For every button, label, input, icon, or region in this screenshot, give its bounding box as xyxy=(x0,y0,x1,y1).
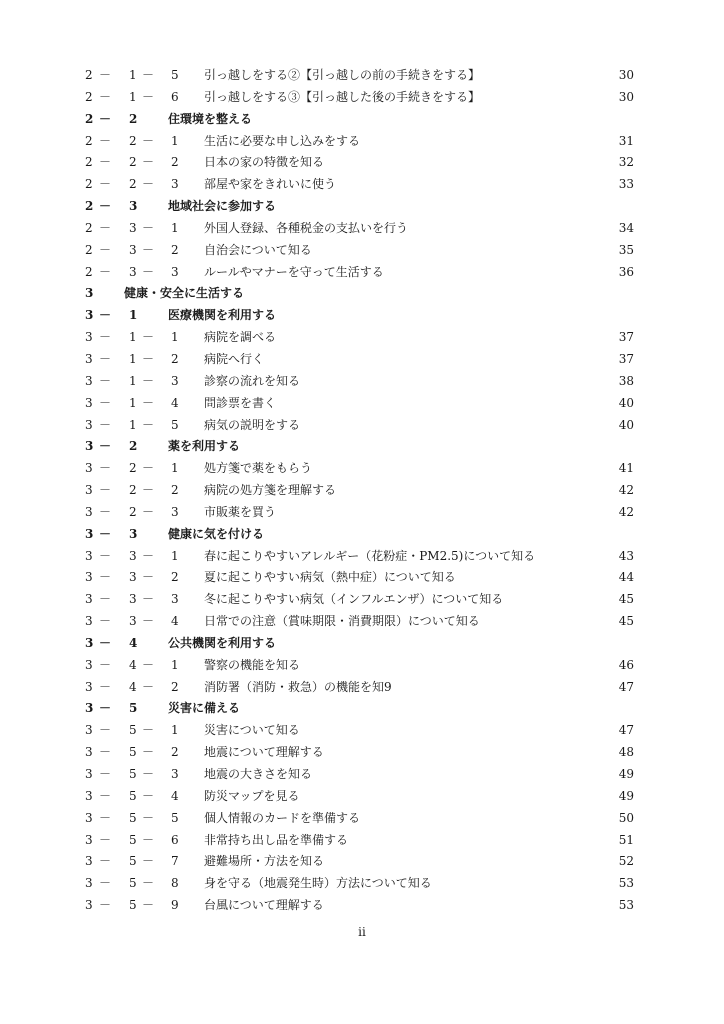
chapter-number: 3 xyxy=(85,308,94,323)
chapter-number: 2 xyxy=(85,220,93,235)
subsection-number: 3 xyxy=(171,264,179,279)
toc-entry[interactable] xyxy=(0,808,724,830)
entry-title: 避難場所・方法を知る xyxy=(204,854,325,869)
separator: － xyxy=(99,810,112,825)
subsection-number: 5 xyxy=(171,417,179,432)
toc-section-heading[interactable] xyxy=(0,436,724,458)
page-ref: 30 xyxy=(618,68,634,82)
subsection-number: 2 xyxy=(171,570,179,585)
entry-title: 冬に起こりやすい病気（インフルエンザ）について知る xyxy=(204,592,504,607)
separator: － xyxy=(142,351,155,366)
entry-title: 薬を利用する xyxy=(168,439,241,454)
section-number: 3 xyxy=(129,526,138,541)
entry-title: 病院を調べる xyxy=(204,330,277,345)
chapter-number: 3 xyxy=(85,330,93,345)
subsection-number: 4 xyxy=(171,614,179,629)
chapter-number: 2 xyxy=(85,133,93,148)
page-ref: 46 xyxy=(618,657,634,672)
entry-title: 地震について理解する xyxy=(204,745,324,760)
page-ref: 48 xyxy=(618,745,634,760)
chapter-number: 3 xyxy=(85,614,93,629)
entry-title: 日常での注意（賞味期限・消費期限）について知る xyxy=(204,614,480,629)
page-ref: 37 xyxy=(618,330,634,345)
subsection-number: 5 xyxy=(171,810,179,825)
table-of-contents xyxy=(0,65,724,917)
separator: － xyxy=(142,133,155,148)
section-number: 2 xyxy=(129,133,137,148)
chapter-number: 3 xyxy=(85,461,93,476)
section-number: 1 xyxy=(129,417,137,432)
toc-entry[interactable] xyxy=(0,371,724,393)
separator: － xyxy=(142,220,155,235)
separator: － xyxy=(142,395,155,410)
chapter-number: 3 xyxy=(85,723,93,738)
page-number: ii xyxy=(358,925,366,939)
separator: － xyxy=(99,242,112,257)
toc-entry[interactable] xyxy=(0,415,724,437)
section-number: 1 xyxy=(129,68,137,82)
chapter-number: 2 xyxy=(85,68,93,82)
section-number: 5 xyxy=(129,788,137,803)
separator: － xyxy=(99,89,112,104)
separator: － xyxy=(142,483,155,498)
chapter-number: 3 xyxy=(85,898,93,913)
entry-title: 地域社会に参加する xyxy=(168,199,277,214)
subsection-number: 2 xyxy=(171,155,179,170)
section-number: 4 xyxy=(129,635,138,650)
separator: － xyxy=(99,876,112,891)
subsection-number: 1 xyxy=(171,548,179,563)
separator: － xyxy=(99,133,112,148)
page-ref: 45 xyxy=(618,592,634,607)
chapter-number: 3 xyxy=(85,526,94,541)
toc-section-heading[interactable] xyxy=(0,524,724,546)
separator: － xyxy=(99,898,112,913)
page-ref: 49 xyxy=(618,767,634,781)
toc-entry[interactable] xyxy=(0,480,724,502)
section-number: 2 xyxy=(129,177,137,192)
section-number: 1 xyxy=(129,351,137,366)
section-number: 2 xyxy=(129,155,137,170)
toc-section-heading[interactable] xyxy=(0,305,724,327)
page-ref: 36 xyxy=(618,264,634,279)
subsection-number: 2 xyxy=(171,483,179,498)
subsection-number: 3 xyxy=(171,177,179,192)
section-number: 5 xyxy=(129,876,137,891)
separator: － xyxy=(142,876,155,891)
subsection-number: 6 xyxy=(171,832,179,847)
toc-entry[interactable] xyxy=(0,87,724,109)
page-ref: 40 xyxy=(618,417,634,432)
entry-title: 台風について理解する xyxy=(204,898,324,913)
chapter-number: 2 xyxy=(85,264,93,279)
entry-title: 医療機関を利用する xyxy=(168,308,277,323)
toc-entry[interactable] xyxy=(0,393,724,415)
entry-title: 防災マップを見る xyxy=(204,788,300,803)
page-ref: 47 xyxy=(618,723,634,738)
separator: － xyxy=(99,526,112,541)
subsection-number: 3 xyxy=(171,592,179,607)
separator: － xyxy=(99,373,112,388)
chapter-number: 3 xyxy=(85,635,94,650)
section-number: 3 xyxy=(129,264,137,279)
chapter-number: 3 xyxy=(85,745,93,760)
section-number: 1 xyxy=(129,395,137,410)
section-number: 5 xyxy=(129,832,137,847)
section-number: 3 xyxy=(129,199,138,214)
entry-title: 引っ越しをする③【引っ越した後の手続きをする】 xyxy=(204,89,481,104)
subsection-number: 9 xyxy=(171,898,179,913)
section-number: 5 xyxy=(129,767,137,781)
section-number: 3 xyxy=(129,614,137,629)
section-number: 2 xyxy=(129,504,137,519)
separator: － xyxy=(99,417,112,432)
chapter-number: 3 xyxy=(85,373,93,388)
chapter-number: 3 xyxy=(85,351,93,366)
toc-section-heading[interactable] xyxy=(0,633,724,655)
section-number: 3 xyxy=(129,242,137,257)
toc-entry[interactable] xyxy=(0,851,724,873)
section-number: 1 xyxy=(129,330,137,345)
chapter-number: 3 xyxy=(85,701,94,716)
toc-entry[interactable] xyxy=(0,65,724,87)
entry-title: 自治会について知る xyxy=(204,242,312,257)
chapter-number: 3 xyxy=(85,483,93,498)
entry-title: 部屋や家をきれいに使う xyxy=(204,177,337,192)
page-ref: 30 xyxy=(618,89,634,104)
toc-section-heading[interactable] xyxy=(0,283,724,305)
section-number: 2 xyxy=(129,461,137,476)
toc-entry[interactable] xyxy=(0,567,724,589)
toc-entry[interactable] xyxy=(0,786,724,808)
entry-title: 個人情報のカードを準備する xyxy=(204,810,361,825)
chapter-number: 3 xyxy=(85,657,93,672)
separator: － xyxy=(99,220,112,235)
separator: － xyxy=(99,199,112,214)
separator: － xyxy=(99,832,112,847)
page-ref: 47 xyxy=(618,679,634,694)
toc-entry[interactable] xyxy=(0,742,724,764)
section-number: 4 xyxy=(129,657,137,672)
toc-entry[interactable] xyxy=(0,873,724,895)
entry-title: 地震の大きさを知る xyxy=(204,767,313,781)
page-ref: 38 xyxy=(618,373,634,388)
chapter-number: 3 xyxy=(85,767,93,781)
separator: － xyxy=(142,854,155,869)
section-number: 2 xyxy=(129,111,138,126)
separator: － xyxy=(142,723,155,738)
entry-title: 非常持ち出し品を準備する xyxy=(204,832,349,847)
separator: － xyxy=(142,373,155,388)
separator: － xyxy=(142,242,155,257)
chapter-number: 3 xyxy=(85,810,93,825)
chapter-number: 2 xyxy=(85,89,93,104)
toc-entry[interactable] xyxy=(0,152,724,174)
toc-entry[interactable] xyxy=(0,218,724,240)
subsection-number: 1 xyxy=(171,330,179,345)
separator: － xyxy=(99,788,112,803)
page-ref: 44 xyxy=(618,570,634,585)
toc-entry[interactable] xyxy=(0,458,724,480)
toc-entry[interactable] xyxy=(0,327,724,349)
separator: － xyxy=(99,483,112,498)
separator: － xyxy=(99,155,112,170)
entry-title: 災害に備える xyxy=(168,701,241,716)
entry-title: 外国人登録、各種税金の支払いを行う xyxy=(204,220,409,235)
chapter-number: 2 xyxy=(85,177,93,192)
subsection-number: 1 xyxy=(171,657,179,672)
entry-title: 日本の家の特徴を知る xyxy=(204,155,325,170)
section-number: 5 xyxy=(129,898,137,913)
toc-entry[interactable] xyxy=(0,262,724,284)
toc-entry[interactable] xyxy=(0,655,724,677)
subsection-number: 7 xyxy=(171,854,179,869)
subsection-number: 5 xyxy=(171,68,179,82)
entry-title: 身を守る（地震発生時）方法について知る xyxy=(204,876,432,891)
page-ref: 43 xyxy=(618,548,634,563)
separator: － xyxy=(142,592,155,607)
subsection-number: 2 xyxy=(171,745,179,760)
section-number: 2 xyxy=(129,483,137,498)
subsection-number: 2 xyxy=(171,679,179,694)
page-ref: 49 xyxy=(618,788,634,803)
page-ref: 42 xyxy=(618,504,634,519)
chapter-number: 3 xyxy=(85,286,94,301)
subsection-number: 4 xyxy=(171,788,179,803)
toc-section-heading[interactable] xyxy=(0,109,724,131)
subsection-number: 2 xyxy=(171,242,179,257)
separator: － xyxy=(99,570,112,585)
toc-entry[interactable] xyxy=(0,677,724,699)
entry-title: 春に起こりやすいアレルギー（花粉症・PM2.5)について知る xyxy=(204,548,536,563)
subsection-number: 4 xyxy=(171,395,179,410)
section-number: 4 xyxy=(129,679,137,694)
chapter-number: 2 xyxy=(85,155,93,170)
separator: － xyxy=(99,504,112,519)
separator: － xyxy=(99,548,112,563)
separator: － xyxy=(99,723,112,738)
chapter-number: 3 xyxy=(85,832,93,847)
separator: － xyxy=(99,614,112,629)
separator: － xyxy=(99,679,112,694)
section-number: 1 xyxy=(129,89,137,104)
section-number: 5 xyxy=(129,723,137,738)
separator: － xyxy=(142,68,155,82)
subsection-number: 1 xyxy=(171,461,179,476)
separator: － xyxy=(142,89,155,104)
entry-title: 健康に気を付ける xyxy=(168,526,265,541)
entry-title: 引っ越しをする②【引っ越しの前の手続きをする】 xyxy=(204,68,481,82)
chapter-number: 2 xyxy=(85,111,94,126)
section-number: 5 xyxy=(129,701,138,716)
separator: － xyxy=(99,635,112,650)
toc-entry[interactable] xyxy=(0,131,724,153)
separator: － xyxy=(142,548,155,563)
separator: － xyxy=(142,810,155,825)
page-ref: 53 xyxy=(618,898,634,913)
separator: － xyxy=(142,330,155,345)
entry-title: 災害について知る xyxy=(204,723,300,738)
entry-title: 住環境を整える xyxy=(168,111,253,126)
entry-title: 消防署（消防・救急）の機能を知9 xyxy=(204,679,392,694)
separator: － xyxy=(142,504,155,519)
toc-entry[interactable] xyxy=(0,349,724,371)
entry-title: 夏に起こりやすい病気（熱中症）について知る xyxy=(204,570,456,585)
entry-title: 健康・安全に生活する xyxy=(124,286,245,301)
entry-title: 問診票を書く xyxy=(204,395,277,410)
chapter-number: 3 xyxy=(85,788,93,803)
separator: － xyxy=(142,417,155,432)
section-number: 3 xyxy=(129,570,137,585)
separator: － xyxy=(142,898,155,913)
toc-entry[interactable] xyxy=(0,764,724,786)
chapter-number: 3 xyxy=(85,854,93,869)
separator: － xyxy=(99,308,112,323)
separator: － xyxy=(99,439,112,454)
page-ref: 37 xyxy=(618,351,634,366)
toc-section-heading[interactable] xyxy=(0,196,724,218)
toc-entry[interactable] xyxy=(0,830,724,852)
toc-entry[interactable] xyxy=(0,546,724,568)
toc-entry[interactable] xyxy=(0,895,724,917)
toc-entry[interactable] xyxy=(0,240,724,262)
subsection-number: 3 xyxy=(171,504,179,519)
toc-entry[interactable] xyxy=(0,174,724,196)
separator: － xyxy=(99,68,112,82)
subsection-number: 3 xyxy=(171,373,179,388)
entry-title: ルールやマナーを守って生活する xyxy=(204,264,384,279)
separator: － xyxy=(142,679,155,694)
entry-title: 病院の処方箋を理解する xyxy=(204,483,337,498)
section-number: 5 xyxy=(129,745,137,760)
entry-title: 生活に必要な申し込みをする xyxy=(204,133,361,148)
separator: － xyxy=(99,701,112,716)
page-ref: 50 xyxy=(618,810,634,825)
entry-title: 市販薬を買う xyxy=(204,504,277,519)
page-ref: 53 xyxy=(618,876,634,891)
page-ref: 33 xyxy=(618,177,634,192)
section-number: 1 xyxy=(129,373,137,388)
section-number: 5 xyxy=(129,810,137,825)
separator: － xyxy=(142,788,155,803)
chapter-number: 3 xyxy=(85,417,93,432)
page-ref: 41 xyxy=(618,461,634,476)
toc-entry[interactable] xyxy=(0,502,724,524)
separator: － xyxy=(99,264,112,279)
subsection-number: 1 xyxy=(171,133,179,148)
chapter-number: 3 xyxy=(85,439,94,454)
entry-title: 病気の説明をする xyxy=(204,417,301,432)
page-ref: 40 xyxy=(618,395,634,410)
page-ref: 52 xyxy=(618,854,634,869)
separator: － xyxy=(142,745,155,760)
separator: － xyxy=(99,177,112,192)
section-number: 3 xyxy=(129,592,137,607)
page-ref: 45 xyxy=(618,614,634,629)
chapter-number: 2 xyxy=(85,199,94,214)
separator: － xyxy=(142,570,155,585)
separator: － xyxy=(99,330,112,345)
separator: － xyxy=(99,745,112,760)
section-number: 5 xyxy=(129,854,137,869)
separator: － xyxy=(99,395,112,410)
chapter-number: 2 xyxy=(85,242,93,257)
entry-title: 診察の流れを知る xyxy=(204,373,301,388)
separator: － xyxy=(99,461,112,476)
chapter-number: 3 xyxy=(85,592,93,607)
page-ref: 31 xyxy=(618,133,634,148)
page-ref: 32 xyxy=(618,155,634,170)
separator: － xyxy=(142,264,155,279)
chapter-number: 3 xyxy=(85,679,93,694)
separator: － xyxy=(142,177,155,192)
subsection-number: 2 xyxy=(171,351,179,366)
separator: － xyxy=(142,767,155,781)
subsection-number: 1 xyxy=(171,220,179,235)
separator: － xyxy=(99,592,112,607)
section-number: 3 xyxy=(129,220,137,235)
toc-entry[interactable] xyxy=(0,589,724,611)
toc-entry[interactable] xyxy=(0,720,724,742)
separator: － xyxy=(99,854,112,869)
chapter-number: 3 xyxy=(85,395,93,410)
section-number: 1 xyxy=(129,308,138,323)
separator: － xyxy=(99,767,112,781)
separator: － xyxy=(142,155,155,170)
chapter-number: 3 xyxy=(85,548,93,563)
separator: － xyxy=(142,461,155,476)
section-number: 2 xyxy=(129,439,138,454)
chapter-number: 3 xyxy=(85,876,93,891)
entry-title: 処方箋で薬をもらう xyxy=(204,461,313,476)
subsection-number: 1 xyxy=(171,723,179,738)
entry-title: 公共機関を利用する xyxy=(168,635,277,650)
chapter-number: 3 xyxy=(85,504,93,519)
toc-entry[interactable] xyxy=(0,611,724,633)
entry-title: 警察の機能を知る xyxy=(204,657,301,672)
subsection-number: 3 xyxy=(171,767,179,781)
entry-title: 病院へ行く xyxy=(204,351,265,366)
separator: － xyxy=(142,614,155,629)
separator: － xyxy=(99,351,112,366)
page-ref: 42 xyxy=(618,483,634,498)
subsection-number: 6 xyxy=(171,89,179,104)
separator: － xyxy=(99,111,112,126)
chapter-number: 3 xyxy=(85,570,93,585)
page-ref: 34 xyxy=(618,220,634,235)
section-number: 3 xyxy=(129,548,137,563)
page-ref: 51 xyxy=(618,832,634,847)
separator: － xyxy=(99,657,112,672)
subsection-number: 8 xyxy=(171,876,179,891)
page-ref: 35 xyxy=(618,242,634,257)
separator: － xyxy=(142,832,155,847)
separator: － xyxy=(142,657,155,672)
toc-section-heading[interactable] xyxy=(0,698,724,720)
